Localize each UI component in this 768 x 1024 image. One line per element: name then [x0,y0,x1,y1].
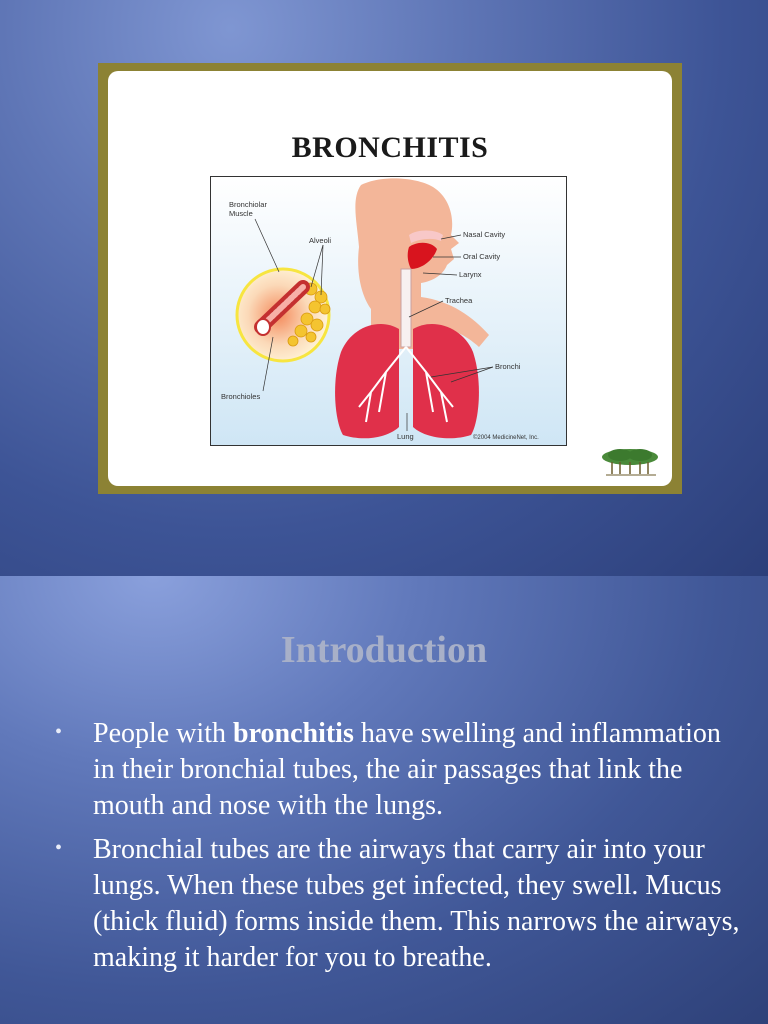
bullet1-pre: People with [93,718,233,749]
bullet1-post: have swelling and inflammation in their bronchial tubes, the air passages that link the mouth and nose with the lungs. [93,718,721,821]
label-copyright: ©2004 MedicineNet, Inc. [473,435,539,441]
bullet1-bold-term: bronchitis [233,718,354,749]
anatomy-illustration [211,177,566,445]
bullet-dot-icon: • [55,721,63,743]
bullet2-text: Bronchial tubes are the airways that carry air into your lungs. When these tubes get infected, they swell. Mucus (thick fluid) forms inside them. This narrows the airways, making it harder for you to breathe. [93,834,740,973]
label-trachea: Trachea [445,296,473,305]
slide-title: Introduction [280,629,488,671]
label-oral-cavity: Oral Cavity [463,252,501,261]
image-frame [98,63,682,494]
bullet-item [55,832,745,976]
label-alveoli: Alveoli [309,236,332,245]
label-bronchioles: Bronchioles [221,392,261,401]
card-title: BRONCHITIS [291,131,489,164]
diagram-card [108,71,672,486]
bronchitis-diagram [210,176,567,446]
label-bronchi: Bronchi [495,362,521,371]
bullet-item [55,716,745,824]
label-larynx: Larynx [459,270,482,279]
label-lung: Lung [397,432,414,441]
tree-logo-icon [598,446,662,478]
slide-introduction [0,576,768,1024]
bullet-list [55,716,745,984]
label-nasal-cavity: Nasal Cavity [463,230,506,239]
trachea [401,269,411,347]
label-bronchiolar: Bronchiolar [229,200,267,209]
bullet-dot-icon: • [55,837,63,859]
label-muscle: Muscle [229,209,253,218]
